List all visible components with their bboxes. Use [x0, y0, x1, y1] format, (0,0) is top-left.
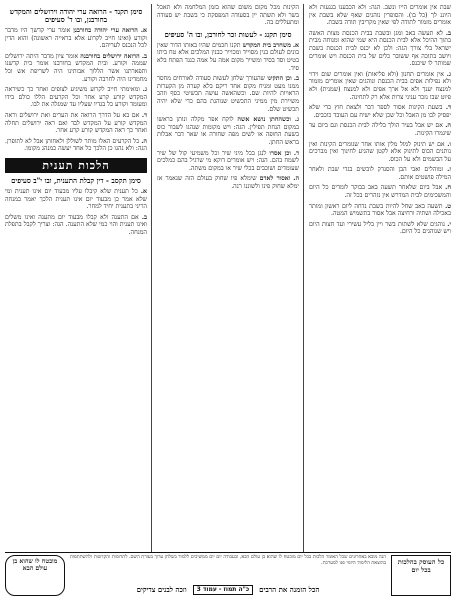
seif-text: אומר ציון מדבר היתה ירושלים שממה וקורע. ובית המקדש בחורבנו אומר בית קדשנו ותפארתנו אשר הללוך אבותינו היה לשריפת אש וכל מחמדינו היה לחרבה וקורע.: [5, 52, 147, 83]
seif-text: לנגן בכל מיני שיר וכל משמיעי קול של שיר לשמח בהם. הגה: ויש אומרים דוקא מי שרגיל בהם כמלכים שעומדים ושוכבים בכלי שיר או במקום משתה.: [157, 149, 299, 172]
column-middle: [157, 4, 304, 552]
seif-paragraph: [157, 150, 299, 173]
seif-text: אין אומרים תחנון (ולא פליאות) ואין אומרים שום וידוי ולא נפילות אפים בבית הכנסת ונוהגים שאין אומרים מזמור למנצח יענך ולא אל ארך אפים ולא למנצח (שמנית) ולא פיוט שבו נזכר עניני צרות אלא רק לתחינה.: [309, 70, 451, 101]
seif-text: אם התענה ולא קבלו מבעוד יום מתענה ואינו משלים ואינו תענית והוי כמי שלא התענה. הגה: וצריך לקבל בתפלת המנחה.: [5, 213, 147, 236]
column-left: [5, 4, 152, 552]
seif-number: ב.: [141, 52, 147, 60]
seif-text: תשעה באב שחל להיות בשבת נדחה ליום ראשון ומותר באכילה ושתיה ורחיצה אבל אסור בתשמיש המטה.: [309, 202, 451, 218]
seif-text: נוהגים שלא לשתות בשר ויין בליל עשירי ועד חצות היום ויש שנוהגים כל היום.: [309, 220, 451, 236]
seif-number: ב.: [445, 29, 451, 37]
seif-lead-words: וכן התקינו: [267, 75, 292, 83]
seif-paragraph: [309, 4, 451, 27]
seif-paragraph: [5, 188, 147, 211]
seif-lead-words: משחרב בית המקדש: [242, 41, 291, 49]
seif-number: ח.: [445, 184, 451, 192]
seif-number: א.: [140, 187, 147, 195]
seif-paragraph: [309, 184, 451, 199]
seif-number: ט.: [445, 202, 451, 210]
seif-text: שהעורך שלחן לעשות סעודה לאורחים מחסר ממנו מעט ומניח מקום אחד ריקם בלא קערה מן הקערות הראויות להיות שם. וכשהאשה עושה תכשיטי כסף וזהב משיירת מין ממיני התכשיט שנוהגת בהם כדי שלא יהיה תכשיט שלם.: [157, 75, 299, 113]
seif-number: ג.: [446, 70, 451, 78]
page-footer: [5, 552, 451, 596]
footer-bar-left-text: וזכה לבנים צדיקים: [136, 585, 187, 594]
seif-text: הקינות מכל מקום משום שהוא בזמן המלחמה ולא תאכל בשר ולא תשתה יין בסעודה המפסקת כי בשבת יש סעודה ומתעללים בה.: [157, 4, 299, 27]
seif-text: תקנו חכמים שהיו באותו הדור שאין בונים לעולם בנין מסוייד ומכוייר כבנין המלכים אלא טח ביתו בטיט וסד בסיד ומשייר מקום אמה על אמה כנגד הפתח בלא סיד.: [157, 41, 299, 72]
seif-text: שימלא פיו שחוק בעולם הזה שנאמר אז ימלא שחוק פינו ולשוננו רנה.: [157, 175, 299, 190]
seif-paragraph: [5, 86, 147, 109]
seif-paragraph: [309, 30, 451, 68]
seif-paragraph: [309, 71, 451, 101]
seif-paragraph: [309, 141, 451, 164]
seif-text: ומוהלים ואבי הבן והסנדק לובשים בגדי שבת ולאחר המילה פושטים אותם.: [309, 166, 451, 181]
seif-paragraph: [157, 116, 299, 146]
seif-paragraph: [157, 75, 299, 113]
footer-bar-right-text: הכל הזמנה את הרבים: [259, 585, 320, 594]
siman-heading: סימן תקנד - הרואה ערי יהודה וירושלים והמקדש בחורבנן, ובו ד' סעיפים: [9, 7, 143, 24]
seif-text: לוקח אפר מקלה ונותן בראשו במקום הנחת תפילין. הגה: ויש מקומות שנהגו לשבור כוס בשעת החופה או לשים מפה שחורה או שאר דבר אבלות בראש החתן.: [157, 116, 299, 146]
seif-number: י.: [447, 220, 451, 228]
seif-number: ג.: [294, 116, 300, 124]
footer-right-box: כל העוסק בהלכות בכל יום: [391, 555, 451, 596]
seif-text: ומאימתי חייב לקרוע משיגיע לצופים ואחר כך כשיראה המקדש קורע קרע אחר וכל הקרעים הללו כולם בידו ומעומד וקורע כל בגדיו שעליו עד שמגלה את לבו.: [5, 86, 147, 109]
siman-heading: סימן תקסב - דין קבלת התענית, ובו י"ב סעיפים: [11, 175, 141, 185]
seif-lead-words: הרואה ירושלים בחורבנה: [80, 52, 140, 60]
seif-paragraph: [5, 53, 147, 83]
seif-paragraph: [5, 27, 147, 50]
seif-number: א.: [292, 41, 299, 49]
footer-bar: [70, 585, 386, 596]
seif-text: אם יש אבל בעיר הולך בלילה לבית הכנסת וגם ביום עד שיגמרו הקינות.: [309, 122, 451, 137]
seif-paragraph: [5, 214, 147, 237]
page-number-label: כ"ה תמוז - עמוד 3: [193, 585, 254, 595]
seif-lead-words: הרואה ערי יהודה בחורבנן: [73, 27, 138, 34]
seif-paragraph: [157, 175, 299, 190]
seif-number: ד.: [141, 111, 147, 119]
seif-number: ב.: [293, 75, 299, 83]
seif-number: ד.: [445, 104, 451, 112]
seif-lead-words: וכן אסרו: [269, 149, 291, 157]
seif-number: ה.: [293, 175, 300, 183]
footer-left-box: מובטח לו שהוא בן עולם הבא: [5, 555, 65, 596]
seif-text: בשעת הקינות אסור לספר דבר ולצאת חוץ כדי שלא יפסיק לבו מן האבל וכל שכן שלא ישיח עם העובד כוכבים.: [309, 104, 451, 119]
seif-paragraph: [309, 122, 451, 137]
seif-text: אומר ערי קדשך היו מדבר וקורע (ואינו חייב לקרוע אלא בראייה ראשונה) והוא הדין לכל הנכנס לעריהם.: [5, 27, 147, 50]
seif-text: כל תענית שלא קיבלו עליו מבעוד יום אינו תענית ומי שלא אמר כן מבעוד יום אינו תענית הלכך יאמר במנחה הריני בתענית יחיד למחר.: [5, 187, 147, 211]
seif-lead-words: וכשהחתן נושא אשה: [237, 116, 291, 124]
seif-text: שבת אין אומרים הייו ונשב. הגה: ולא הכבענו בגנעות ולא היוננ לך (כל בו). והסופרין נוהגים שאף שלא בשבת אין אומרים מזמור לתודה לפי שאין מקריבין תודה בשבת.: [309, 4, 451, 27]
seif-number: ב.: [141, 213, 147, 221]
seif-lead-words: ואסור לאדם: [259, 175, 291, 183]
footer-middle: [68, 553, 388, 596]
siman-heading: סימן תקנג - לעשות זכר לחורבן, ובו ה' סעיפים: [164, 29, 292, 39]
seif-paragraph: [309, 221, 451, 236]
section-title: הלכות תענית: [5, 158, 147, 173]
seif-paragraph: [5, 112, 147, 135]
seif-number: ז.: [447, 166, 451, 174]
seif-number: ה.: [445, 122, 451, 130]
seif-number: ה.: [141, 137, 147, 145]
seif-number: ג.: [142, 86, 147, 94]
column-right: [309, 4, 451, 552]
seif-paragraph: [5, 138, 147, 153]
seif-number: א.: [140, 27, 148, 34]
seif-text: אם יש תינוק למול מלין אותו אחר שגומרים הקינות ואין נותנים הכוס לתינוק אלא לקטן שהגיע לחינוך ואין מברכים על הבשמים ולא על הכוס.: [309, 140, 451, 163]
seif-number: ד.: [293, 149, 300, 157]
seif-paragraph: [309, 104, 451, 119]
seif-text: כל הקרעים האלו מותר לשוללן ולאחותן אבל לא לתופרן. הגה: ולא נהגו כן הלכך כל אחד יעשה כמנהג מקומו.: [5, 137, 147, 153]
seif-paragraph: [309, 203, 451, 218]
seif-paragraph: [157, 4, 299, 27]
seif-text: אם בא על הדרך הרואה את הערים ואת ירושלים וראה המקדש קורע על המקדש לבד ואם ראה ירושלים תחלה ואחר כך ראה המקדש קורע קרע אחר.: [5, 111, 147, 135]
footer-note: הנה מובא באחרונים שכל האומר הלכות בכל יום מובטח לו שהוא בן עולם הבא, ובעבודה יום יום ממשיכים ללמוד בשלחן ערוך בעזרת השם. לתרומות והקדשות ולהשתתפות בהוצאת הלימוד היומי פנו למערכת.: [70, 555, 386, 566]
seif-text: אבל ביום שלאחר תשעה באב בבוקר לומדים כל היום והמשכימים לבית המדרש אין נזהרים בכל זה.: [309, 184, 451, 200]
seif-paragraph: [157, 42, 299, 72]
seif-number: ו.: [447, 140, 451, 148]
seif-paragraph: [309, 166, 451, 181]
seif-text: לא תעשה באב ומגן ובשבת בבית הכנסת מצות האשה בתוך ההיכל אלא לבית הכנסת היא שמי שהוא ומנוחה מבית ישראל בלי צורך הגה: ולכן לא יכנס לבית הכנסת בשבת ויושב בתוכה אף ששובר כלים של בית הכנסת ויש אומרים שמותר לו שיכנס.: [309, 29, 451, 68]
text-columns: [5, 4, 451, 552]
